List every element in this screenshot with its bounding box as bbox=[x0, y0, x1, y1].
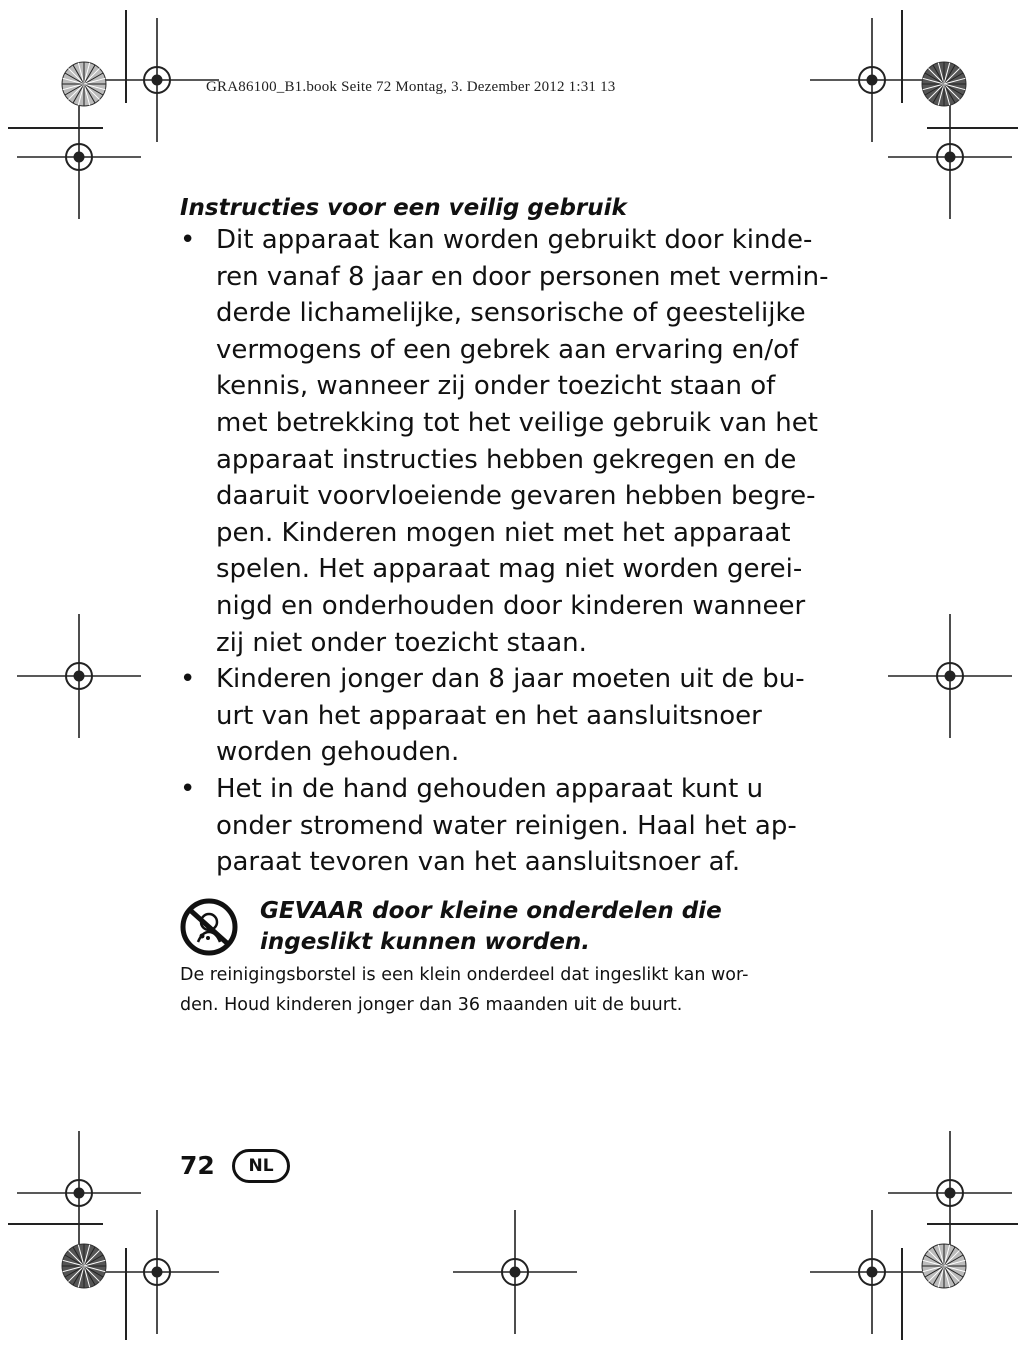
text-line: nigd en onderhouden door kinderen wanneer bbox=[216, 590, 806, 621]
crosshair-mark bbox=[810, 18, 934, 142]
page-number: 72 bbox=[180, 1151, 215, 1180]
text-line: Kinderen jonger dan 8 jaar moeten uit de bu- bbox=[216, 664, 805, 695]
text-line: vermogens of een gebrek aan ervaring en/of bbox=[216, 334, 799, 365]
instruction-list bbox=[180, 222, 850, 881]
text-line: met betrekking tot het veilige gebruik van het bbox=[216, 407, 818, 438]
crosshair-mark bbox=[17, 95, 141, 219]
color-rosette-mark bbox=[62, 1244, 106, 1288]
crosshair-mark bbox=[17, 1131, 141, 1255]
color-rosette-mark bbox=[62, 62, 106, 106]
warning-title-line: GEVAAR door kleine onderdelen die bbox=[260, 898, 722, 924]
text-line: worden gehouden. bbox=[216, 737, 460, 768]
crosshair-mark bbox=[95, 18, 219, 142]
warning-title bbox=[260, 896, 722, 958]
section-heading: Instructies voor een veilig gebruik bbox=[180, 195, 627, 221]
crosshair-mark bbox=[453, 1210, 577, 1334]
crosshair-mark bbox=[888, 614, 1012, 738]
warning-body-line: den. Houd kinderen jonger dan 36 maanden uit de buurt. bbox=[180, 995, 683, 1015]
color-rosette-mark bbox=[922, 62, 966, 106]
text-line: paraat tevoren van het aansluitsnoer af. bbox=[216, 847, 741, 878]
text-line: Dit apparaat kan worden gebruikt door kinde- bbox=[216, 225, 813, 255]
text-line: spelen. Het apparaat mag niet worden gerei- bbox=[216, 554, 803, 585]
color-rosette-mark bbox=[922, 1244, 966, 1288]
text-line: apparaat instructies hebben gekregen en de bbox=[216, 444, 797, 475]
text-line: derde lichamelijke, sensorische of geestelijke bbox=[216, 298, 806, 329]
text-line: onder stromend water reinigen. Haal het ap- bbox=[216, 810, 797, 841]
no-small-parts-icon bbox=[180, 898, 238, 956]
warning-body-line: De reinigingsborstel is een klein onderdeel dat ingeslikt kan wor- bbox=[180, 965, 749, 985]
text-line: urt van het apparaat en het aansluitsnoer bbox=[216, 700, 762, 731]
text-line: kennis, wanneer zij onder toezicht staan of bbox=[216, 371, 776, 402]
text-line: pen. Kinderen mogen niet met het apparaat bbox=[216, 517, 791, 548]
bullet-dot: • bbox=[180, 225, 196, 255]
bullet-item bbox=[180, 661, 850, 771]
language-badge: NL bbox=[232, 1149, 290, 1183]
bullet-item bbox=[180, 771, 850, 881]
bullet-item bbox=[180, 222, 850, 661]
text-line: ren vanaf 8 jaar en door personen met vermin- bbox=[216, 261, 829, 292]
bullet-dot: • bbox=[180, 773, 196, 804]
text-line: zij niet onder toezicht staan. bbox=[216, 627, 587, 658]
warning-title-line: ingeslikt kunnen worden. bbox=[260, 929, 591, 955]
crosshair-mark bbox=[95, 1210, 219, 1334]
book-file-header: GRA86100_B1.book Seite 72 Montag, 3. Dezember 2012 1:31 13 bbox=[206, 79, 616, 95]
crosshair-mark bbox=[810, 1210, 934, 1334]
crosshair-mark bbox=[888, 1131, 1012, 1255]
bullet-dot: • bbox=[180, 664, 196, 695]
text-line: Het in de hand gehouden apparaat kunt u bbox=[216, 773, 764, 804]
warning-body bbox=[180, 960, 748, 1020]
crosshair-mark bbox=[888, 95, 1012, 219]
text-line: daaruit voorvloeiende gevaren hebben begre- bbox=[216, 481, 816, 512]
crosshair-mark bbox=[17, 614, 141, 738]
